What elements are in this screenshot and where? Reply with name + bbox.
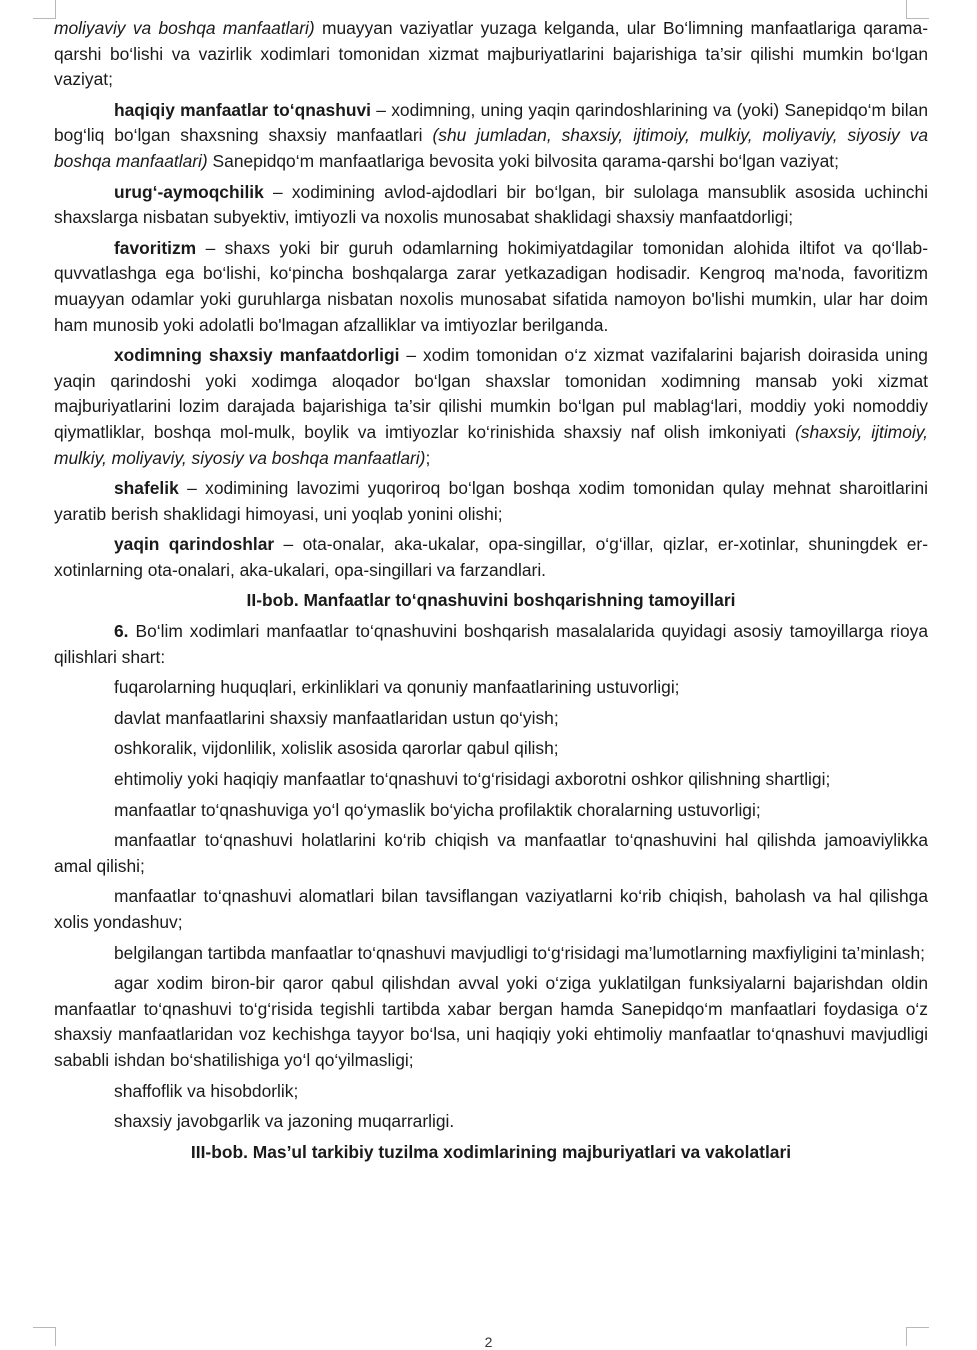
- text-run: davlat manfaatlarini shaxsiy manfaatlaridan ustun qo‘yish;: [114, 707, 559, 728]
- text-run: – shaxs yoki bir guruh odamlarning hokimiyatdagilar tomonidan alohida iltifot va qo‘llab-quvvatlashga ega bo‘lishi, ko‘pincha boshqalarga zarar yetkazadigan hodisadir. Kengroq ma'noda, favoritizm muayyan odamlar yoki guruhlarga nisbatan noxolis munosabat sifatida namoyon bo'lishi mumkin, ular har doim ham munosib yoki adolatli bo'lmagan afzalliklar va imtiyozlar berilganda.: [54, 237, 928, 335]
- text-run: – xodim tomonidan o‘z xizmat vazifalarini bajarish doirasida uning yaqin qarindoshi yoki xodimga aloqador bo‘lgan shaxslar tomonidan xodimning mansab yoki xizmat majburiyatlarini lozim darajada bajarishiga ta’sir qilishi mumkin bo‘lgan pul mablag‘lari, moddiy yoki nomoddiy qiymatliklar, boshqa mol-mulk, boylik va imtiyozlar ko‘rinishida shaxsiy naf olish imkoniyati: [54, 345, 928, 442]
- text-run: oshkoralik, vijdonlilik, xolislik asosida qarorlar qabul qilish;: [114, 738, 559, 759]
- term-bold: 6.: [114, 621, 129, 642]
- text-italic: (shaxsiy, ijtimoiy, mulkiy, moliyaviy, siyosiy va boshqa manfaatlari): [54, 421, 928, 468]
- text-run: II-bob. Manfaatlar to‘qnashuvini boshqarishning tamoyillari: [246, 590, 736, 611]
- term-bold: yaqin qarindoshlar: [114, 534, 275, 555]
- text-run: fuqarolarning huquqlari, erkinliklari va qonuniy manfaatlarining ustuvorligi;: [114, 677, 680, 698]
- text-run: agar xodim biron-bir qaror qabul qilishdan avval yoki o‘ziga yuklatilgan funksiyalarni bajarishdan oldin manfaatlar to‘qnashuvi to‘g‘risida tegishli tartibda xabar bergan hamda Sanepidqo‘m manfaatlari foydasiga o‘z shaxsiy manfaatlaridan voz kechishga tayyor bo‘lsa, uni haqiqiy yoki ehtimoliy manfaatlar to‘qnashuvi mavjudligi sababli ishdan bo‘shatilishiga yo‘l qo‘yilmasligi;: [54, 973, 928, 1070]
- paragraph: [54, 236, 928, 338]
- paragraph: [54, 619, 928, 670]
- section-heading: [54, 588, 928, 614]
- text-italic: (shu jumladan, shaxsiy, ijtimoiy, mulkiy, moliyaviy, siyosiy va boshqa manfaatlari): [54, 125, 928, 171]
- text-run: – xodimining avlod-ajdodlari bir bo‘lgan, bir sulolaga mansublik asosida uchinchi shaxslarga nisbatan subyektiv, imtiyozli va noxolis munosabat shaklidagi shaxsiy manfaatdorligi;: [54, 181, 928, 228]
- text-run: – xodimining lavozimi yuqoriroq bo‘lgan boshqa xodim tomonidan qulay mehnat sharoitlarini yaratib berish shaklidagi himoyasi, uni yoqlab yonini olishi;: [54, 478, 928, 524]
- text-run: Sanepidqo‘m manfaatlariga bevosita yoki bilvosita qarama-qarshi bo‘lgan vaziyat;: [207, 150, 839, 171]
- text-run: belgilangan tartibda manfaatlar to‘qnashuvi mavjudligi to‘g‘risidagi ma’lumotlarning maxfiyligini ta’minlash;: [114, 942, 926, 963]
- paragraph: [54, 675, 928, 701]
- text-run: muayyan vaziyatlar yuzaga kelganda, ular Bo‘limning manfaatlariga qarama-qarshi bo‘lishi va vazirlik xodimlari tomonidan xizmat majburiyatlarini bajarishiga ta’sir qilishi mumkin bo‘lgan vaziyat;: [54, 18, 928, 90]
- page-number: 2: [484, 1334, 493, 1350]
- text-run: shaxsiy javobgarlik va jazoning muqarrarligi.: [114, 1111, 455, 1132]
- paragraph: [54, 1109, 928, 1135]
- paragraph: [54, 180, 928, 231]
- document-body: [54, 16, 928, 1170]
- paragraph: [54, 343, 928, 471]
- term-bold: xodimning shaxsiy manfaatdorligi: [114, 345, 400, 366]
- crop-mark-top-left: [33, 0, 56, 19]
- paragraph: [54, 828, 928, 879]
- text-run: shaffoflik va hisobdorlik;: [114, 1080, 299, 1101]
- paragraph: [54, 798, 928, 824]
- paragraph: [54, 532, 928, 583]
- term-bold: haqiqiy manfaatlar to‘qnashuvi: [114, 99, 371, 120]
- term-bold: shafelik: [114, 478, 179, 499]
- paragraph: [54, 98, 928, 175]
- term-bold: favoritizm: [114, 237, 197, 258]
- text-run: manfaatlar to‘qnashuviga yo‘l qo‘ymaslik bo‘yicha profilaktik choralarning ustuvorligi;: [114, 799, 761, 820]
- text-run: – xodimning, uning yaqin qarindoshlarining va (yoki) Sanepidqo‘m bilan bog‘liq bo‘lgan shaxsning shaxsiy manfaatlari: [54, 99, 928, 146]
- text-run: III-bob. Mas’ul tarkibiy tuzilma xodimlarining majburiyatlari va vakolatlari: [190, 1141, 792, 1162]
- paragraph: [54, 736, 928, 762]
- text-run: ehtimoliy yoki haqiqiy manfaatlar to‘qnashuvi to‘g‘risidagi axborotni oshkor qilishning shartligi;: [114, 769, 831, 790]
- text-run: ;: [425, 447, 431, 468]
- paragraph: [54, 16, 928, 93]
- text-run: – ota-onalar, aka-ukalar, opa-singillar, o‘g‘illar, qizlar, er-xotinlar, shuningdek er-xotinlarning ota-onalari, aka-ukalari, opa-singillari va farzandlari.: [54, 534, 928, 580]
- section-heading: [54, 1140, 928, 1166]
- term-bold: urug‘-aymoqchilik: [114, 181, 264, 202]
- paragraph: [54, 971, 928, 1073]
- paragraph: [54, 941, 928, 967]
- paragraph: [54, 884, 928, 935]
- paragraph: [54, 767, 928, 793]
- paragraph: [54, 476, 928, 527]
- text-run: manfaatlar to‘qnashuvi holatlarini ko‘rib chiqish va manfaatlar to‘qnashuvini hal qilishda jamoaviylikka amal qilishi;: [54, 830, 928, 876]
- paragraph: [54, 1079, 928, 1105]
- text-run: Bo‘lim xodimlari manfaatlar to‘qnashuvini boshqarish masalalarida quyidagi asosiy tamoyillarga rioya qilishlari shart:: [54, 621, 928, 667]
- text-run: manfaatlar to‘qnashuvi alomatlari bilan tavsiflangan vaziyatlarni ko‘rib chiqish, baholash va hal qilishga xolis yondashuv;: [54, 886, 928, 932]
- paragraph: [54, 706, 928, 732]
- text-italic: moliyaviy va boshqa manfaatlari): [54, 18, 315, 38]
